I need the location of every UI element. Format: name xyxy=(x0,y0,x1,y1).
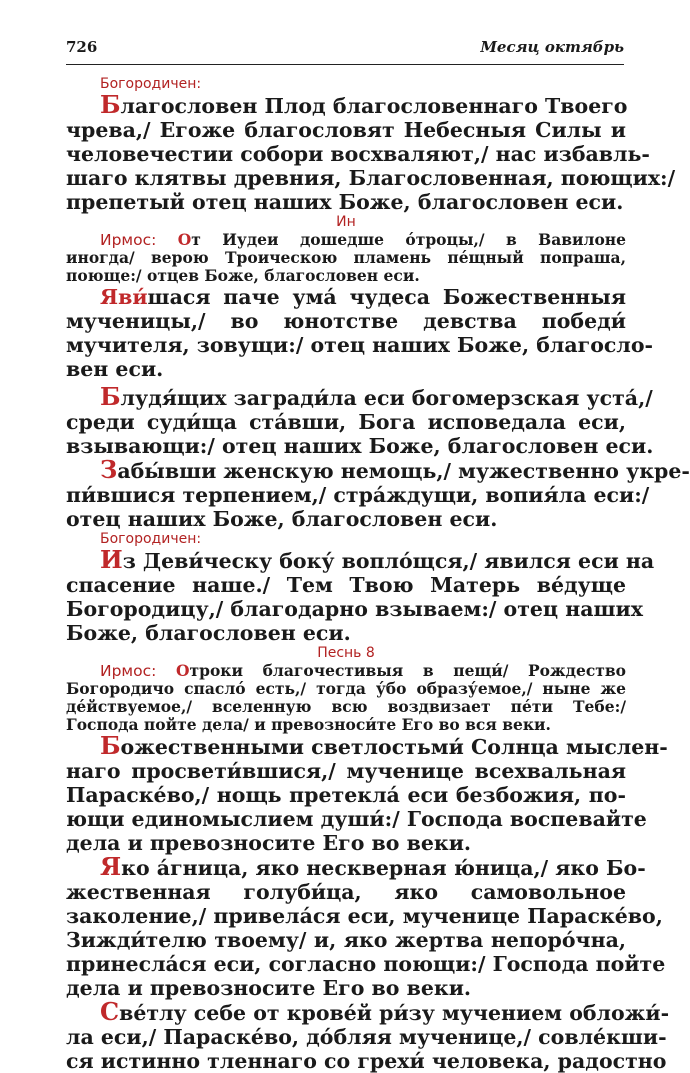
drop-initial: Б xyxy=(100,90,121,119)
stanza xyxy=(66,382,654,458)
drop-initial: Яви́ xyxy=(100,285,148,309)
drop-initial: З xyxy=(100,455,118,484)
text-line: ожественными светлостьми́ Солнца мыслен- xyxy=(120,735,668,759)
drop-initial: О xyxy=(175,661,190,680)
drop-initial: С xyxy=(100,997,120,1026)
text-line: ла еси,/ Параске́во, до́бляя мученице,/ совле́кши- xyxy=(66,1025,667,1049)
text-line: Богородичо спасло́ есть,/ тогда у́бо образу́емое,/ ныне же xyxy=(66,679,626,698)
page-number: 726 xyxy=(66,38,98,56)
drop-initial: Я xyxy=(100,852,122,881)
text-line: вен еси. xyxy=(66,357,164,381)
drop-initial: О xyxy=(177,230,192,249)
drop-initial: Б xyxy=(100,382,121,411)
stanza xyxy=(66,90,676,214)
text-line: т Иудеи дошедше о́троцы,/ в Вавилоне xyxy=(191,230,626,249)
text-line: чрева,/ Егоже благословят Небесныя Силы и xyxy=(66,118,626,142)
text-line: среди суди́ща ста́вши, Бога исповедала еси, xyxy=(66,410,626,434)
stanza xyxy=(66,997,670,1073)
section-label-in: Ин xyxy=(336,214,356,230)
text-line: заколение,/ привела́ся еси, мученице Параске́во, xyxy=(66,904,663,928)
text-line: спасение наше./ Тем Твою Матерь ве́дуще xyxy=(66,573,626,597)
text-line: человечестии собори восхваляют,/ нас избавль- xyxy=(66,142,650,166)
section-label-bogorodichen: Богородичен: xyxy=(100,531,202,547)
stanza xyxy=(66,455,690,531)
text-line: Параске́во,/ нощь претекла́ еси безбожия, по- xyxy=(66,783,626,807)
text-line: дела и превозносите Его во веки. xyxy=(66,976,472,1000)
text-line: де́йствуемое,/ вселенную всю воздвизает пе́ти Тебе:/ xyxy=(66,697,626,716)
irmos xyxy=(66,231,626,285)
irmos-label: Ирмос: xyxy=(100,662,157,680)
text-line: Боже, благословен еси. xyxy=(66,621,351,645)
irmos xyxy=(66,662,626,734)
text-line: шаго клятвы древния, Благословенная, поющих:/ xyxy=(66,166,676,190)
text-line: отец наших Боже, благословен еси. xyxy=(66,507,498,531)
text-line: ко а́гница, яко нескверная ю́ница,/ яко Бо- xyxy=(121,856,646,880)
stanza xyxy=(66,731,668,855)
text-line: Господа пойте дела/ и превозноси́те Его во вся веки. xyxy=(66,715,551,734)
section-label-pesn: Песнь 8 xyxy=(317,645,375,661)
text-line: жественная голуби́ца, яко самовольное xyxy=(66,880,626,904)
text-line: наго просвети́вшися,/ мученице всехвальная xyxy=(66,759,626,783)
stanza xyxy=(66,545,655,645)
text-line: принесла́ся еси, согласно поющи:/ Господа пойте xyxy=(66,952,666,976)
header-rule xyxy=(66,64,624,65)
text-line: препетый отец наших Боже, благословен еси. xyxy=(66,190,624,214)
text-line: ющи единомыслием души́:/ Господа воспевайте xyxy=(66,807,647,831)
text-line: шася паче ума́ чудеса Божественныя xyxy=(147,285,626,309)
running-header xyxy=(66,38,624,56)
text-line: пи́вшися терпением,/ стра́ждущи, вопия́ла еси:/ xyxy=(66,483,650,507)
drop-initial: Б xyxy=(100,731,121,760)
text-line: лудя́щих загради́ла еси богомерзская уста́,/ xyxy=(120,386,653,410)
text-line: ве́тлу себе от крове́й ри́зу мучением обложи́- xyxy=(119,1001,670,1025)
text-line: ся истинно тленнаго со грехи́ человека, радостно xyxy=(66,1049,667,1073)
text-line: троки благочестивыя в пещи́/ Рождество xyxy=(189,661,626,680)
section-label-bogorodichen: Богородичен: xyxy=(100,76,202,92)
irmos-label: Ирмос: xyxy=(100,231,157,249)
drop-initial: И xyxy=(100,545,123,574)
text-line: абы́вши женскую немощь,/ мужественно укре- xyxy=(117,459,690,483)
page-text xyxy=(66,76,690,1073)
text-line: Зижди́телю твоему/ и, яко жертва непоро́чна, xyxy=(66,928,626,952)
stanza xyxy=(66,285,654,381)
text-line: дела и превозносите Его во веки. xyxy=(66,831,472,855)
text-line: мученицы,/ во юнотстве девства победи́ xyxy=(66,309,626,333)
text-line: иногда/ верою Троическою пламень пе́щный попраша, xyxy=(66,248,626,267)
text-line: з Деви́ческу боку́ вопло́щся,/ явился еси на xyxy=(122,549,655,573)
text-line: лагословен Плод благословеннаго Твоего xyxy=(120,94,628,118)
text-line: мучителя, зовущи:/ отец наших Боже, благосло- xyxy=(66,333,654,357)
stanza xyxy=(66,852,666,1000)
text-line: поюще:/ отцев Боже, благословен еси. xyxy=(66,266,420,285)
text-line: взывающи:/ отец наших Боже, благословен еси. xyxy=(66,434,654,458)
text-line: Богородицу,/ благодарно взываем:/ отец наших xyxy=(66,597,643,621)
running-title: Месяц октябрь xyxy=(480,38,624,56)
